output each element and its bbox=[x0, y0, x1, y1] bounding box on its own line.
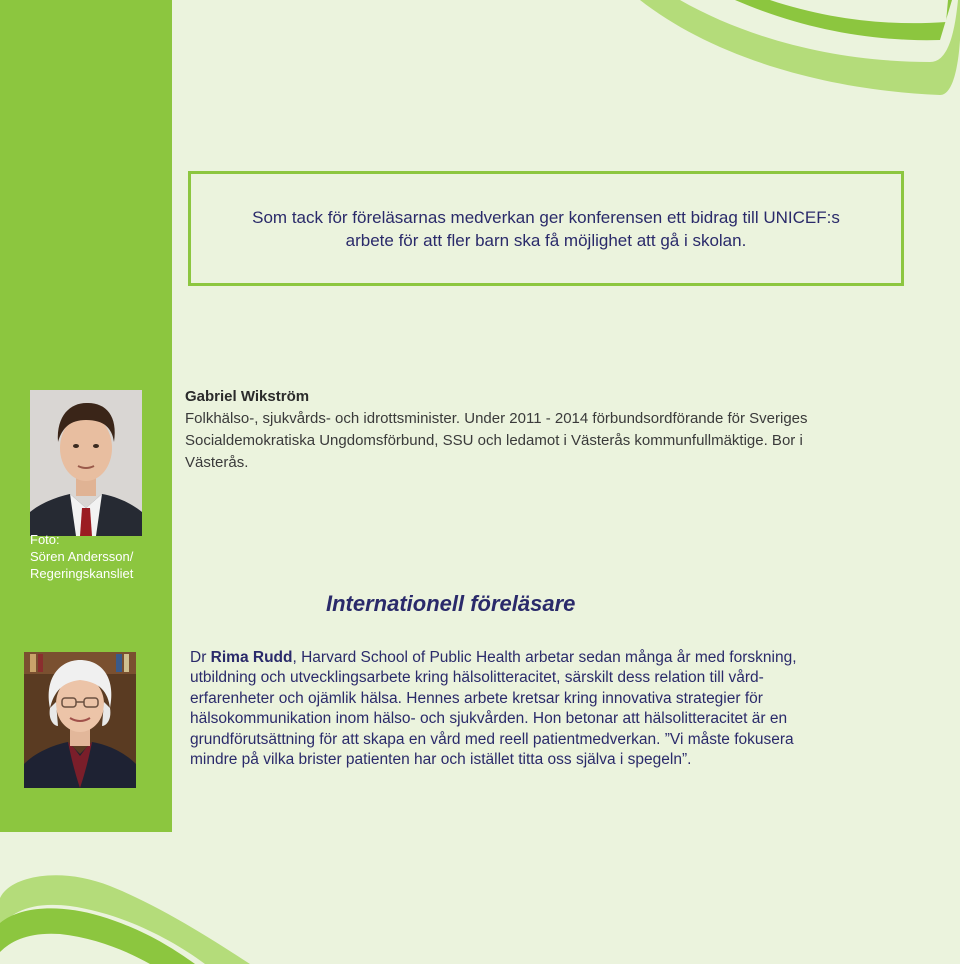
section-title: Internationell föreläsare bbox=[326, 591, 576, 616]
bio-line: utbildning och utvecklingsarbete kring hälsolitteracitet, särskilt dess relation till vård- bbox=[190, 669, 764, 687]
bio-line: hälsokommunikation inom hälso- och sjukvården. Hon betonar att hälsolitteracitet är en bbox=[190, 710, 788, 728]
bio-text: , Harvard School of Public Health arbetar sedan många år med forskning, bbox=[292, 649, 797, 666]
bio-line: mindre på vilka brister patienten har och istället titta oss själva i spegeln”. bbox=[190, 751, 692, 769]
bio-line: Västerås. bbox=[185, 454, 249, 471]
bottom-swoosh-decoration bbox=[0, 868, 260, 964]
unicef-notice-text bbox=[252, 206, 840, 252]
notice-line: arbete för att fler barn ska få möjlighet att gå i skolan. bbox=[345, 230, 747, 250]
bio-line: grundförutsättning för att skapa en vård med reell patientmedverkan. ”Vi måste fokusera bbox=[190, 730, 794, 748]
portrait-rima-rudd bbox=[24, 652, 136, 788]
title-prefix: Dr bbox=[190, 649, 211, 666]
bio-line: Socialdemokratiska Ungdomsförbund, SSU och ledamot i Västerås kommunfullmäktige. Bor i bbox=[185, 432, 803, 449]
notice-line: Som tack för föreläsarnas medverkan ger konferensen ett bidrag till UNICEF:s bbox=[252, 207, 840, 227]
bio-line bbox=[190, 648, 890, 668]
bio-line: erfarenheter och ojämlik hälsa. Hennes arbete kretsar kring innovativa strategier för bbox=[190, 689, 763, 707]
unicef-notice-box bbox=[188, 171, 904, 286]
photo-credit-line: Sören Andersson/ bbox=[30, 549, 134, 564]
bio-line: Folkhälso-, sjukvårds- och idrottsminister. Under 2011 - 2014 förbundsordförande för Sveriges bbox=[185, 410, 808, 427]
photo-credit-line: Foto: bbox=[30, 532, 60, 547]
photo-credit-line: Regeringskansliet bbox=[30, 566, 134, 581]
portrait-gabriel-wikstrom bbox=[30, 390, 142, 536]
top-swoosh-decoration bbox=[640, 0, 960, 110]
photo-credit bbox=[30, 531, 170, 582]
person-name: Gabriel Wikström bbox=[185, 388, 310, 405]
person-bio-rudd bbox=[190, 648, 890, 770]
person-bio-wikstrom bbox=[185, 386, 905, 474]
person-name: Rima Rudd bbox=[210, 649, 293, 666]
